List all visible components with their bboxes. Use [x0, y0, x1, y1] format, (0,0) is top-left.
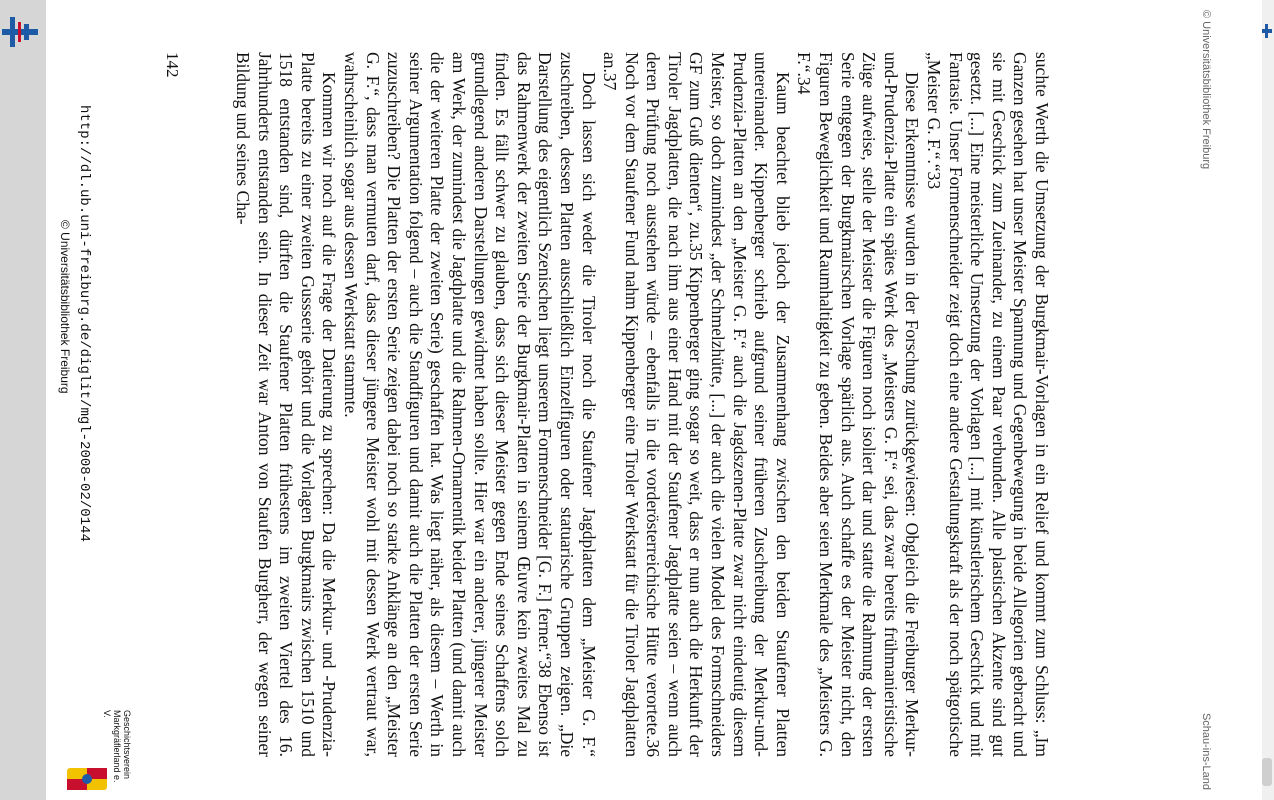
- footer-copyright: © Universitätsbibliothek Freiburg: [58, 220, 72, 394]
- paragraph: Kommen wir noch auf die Frage der Datierung zu sprechen: Da die Merkur- und -Prudenzia-Platte bereits zu einer zweiten Gussserie gehört und die Vorlagen Burgkmairs zwischen 1510 und 1518 entstanden sind, dürften die Staufener Platten frühestens im zweiten Viertel des 16. Jahrhunderts entstanden sein. In dieser Zeit war Anton von Staufen Burgherr, der wegen seiner Bildung und seines Cha-: [233, 52, 340, 757]
- header-left-text: © Universitätsbibliothek Freiburg: [1200, 10, 1212, 170]
- paragraph: suchte Werth die Umsetzung der Burgkmair-Vorlagen in ein Relief und kommt zum Schluss: „Im Ganzen gesehen hat unser Meister Spannung und Gegenbewegung in beide Allegorien gebracht und sie mit Geschick zum Zueinander, zu einem Paar verbunden. Alle plastischen Akzente sind gut gesetzt. [...] Eine meisterliche Umsetzung der Vorlagen [...] mit künstlerischem Geschick und mit Fantasie. Unser Formenschneider zeigt doch eine andere Gestaltungskraft als der noch spätgotische „Meister G. F.“.“33: [924, 52, 1052, 757]
- scroll-handle[interactable]: [1262, 758, 1272, 786]
- rotated-document-page: [58, 10, 1212, 790]
- footer-url-link[interactable]: http://dl.ub.uni-freiburg.de/diglit/mgl-2008-02/0144: [76, 105, 92, 542]
- page-number: 142: [163, 52, 182, 78]
- running-header: [1198, 10, 1212, 790]
- header-right-text: Schau-ins-Land: [1200, 712, 1212, 790]
- society-name-line: Markgräflerland e. V.: [102, 710, 122, 783]
- right-sidebar-strip: [1262, 0, 1274, 800]
- partial-logo-icon: [1262, 24, 1272, 38]
- society-name-line: Geschichtsverein: [122, 710, 132, 780]
- left-sidebar-strip: [0, 0, 46, 800]
- body-text: [231, 52, 1052, 757]
- paragraph: Diese Erkenntnisse wurden in der Forschung zurückgewiesen: Obgleich die Freiburger Merkur-und-Prudenzia-Platte ein spätes Werk des „Meisters G. F.“ sei, das zwar bereits frühmanieristische Züge aufweise, stelle der Meister die Figuren noch isoliert dar und statte die Rahmung der ersten Serie entgegen der Burgkmairschen Vorlage spärlich aus. Auch schaffe es der Meister nicht, den Figuren Beweglichkeit und Raumhaltigkeit zu geben. Beides aber seien Merkmale des „Meisters G. F.“.34: [794, 52, 923, 757]
- coat-of-arms-icon: [67, 768, 107, 790]
- paragraph: Kaum beachtet blieb jedoch der Zusammenhang zwischen den beiden Staufener Platten untereinander. Kippenberger schrieb aufgrund seiner früheren Zuschreibung der Merkur-und-Prudenzia-Platten an den „Meister G. F.“ auch die Jagdszenen-Platte zwar nicht eindeutig diesem Meister, so doch zumindest „der Schmelzhütte, [...] der auch die vielen Model des Formschneiders GF zum Guß dienten“, zu.35 Kippenberger ging sogar so weit, dass er nun auch die Herkunft der Tiroler Jagdplatten, die nach ihm aus einer Hand mit der Staufener Jagdplatte seien – wenn auch deren Prüfung noch ausstehen würde – ebenfalls in die vorderösterreichische Hütte verortete.36 Noch vor dem Staufener Fund nahm Kippenberger eine Tiroler Werkstatt für die Tiroler Jagdplatten an.37: [600, 52, 793, 757]
- university-logo-icon: [2, 14, 38, 50]
- paragraph: Doch lassen sich weder die Tiroler noch die Staufener Jagdplatten dem „Meister G. F.“ zuschreiben, dessen Platten ausschließlich Einzelfiguren oder statuarische Gruppen zeigen. „Die Darstellung des eigentlich Szenischen liegt unserem Formenschneider [G. F.] ferner.“38 Ebenso ist das Rahmenwerk der zweiten Serie der Burgkmair-Platten in seinem Œuvre kein zweites Mal zu finden. Es fällt schwer zu glauben, dass sich dieser Meister gegen Ende seines Schaffens solch grundlegend anderen Darstellungen gewidmet haben sollte. Hier war ein anderer, jüngerer Meister am Werk, der zumindest die Jagdplatte und die Rahmen-Ornamentik beider Platten (und damit auch die der weiteren Platte der zweiten Serie) geschaffen hat. Was liegt näher, als diesem – Werth in seiner Argumentation folgend – auch die Standfiguren und damit auch die Platten der ersten Serie zuzuschreiben? Die Platten der ersten Serie zeigen dabei noch so starke Anklänge an den „Meister G. F.“, dass man vermuten darf, dass dieser jüngere Meister wohl mit dessen Werk vertraut war, wahrscheinlich sogar aus dessen Werkstatt stammte.: [341, 52, 599, 757]
